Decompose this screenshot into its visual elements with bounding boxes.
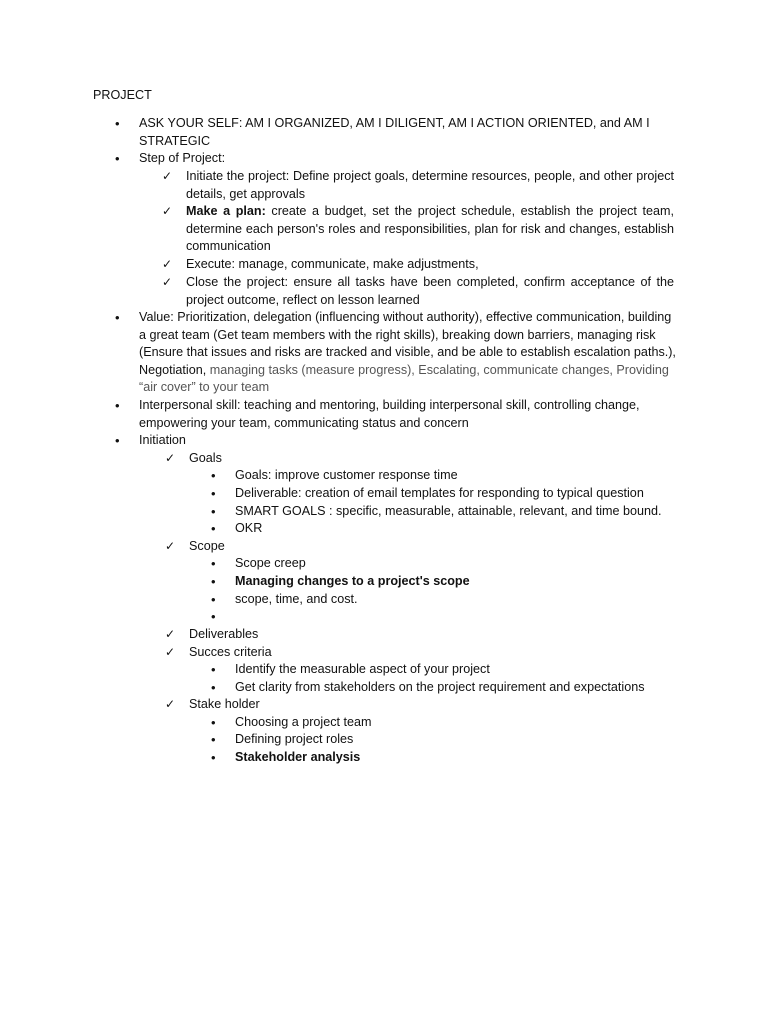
step-text: Close the project: ensure all tasks have been completed, confirm acceptance of the project outcome, reflect on lesson learned [186,275,674,307]
success-item-text: Get clarity from stakeholders on the project requirement and expectations [235,680,645,694]
success-item [211,661,695,679]
step-close [162,274,674,309]
initiation-scope [165,538,669,556]
section-label: Succes criteria [189,645,272,659]
scope-item [211,591,695,609]
value-text-grey: managing tasks (measure progress), Escalating, communicate changes, Providing “air cover” to your team [139,362,669,395]
goals-item-text: SMART GOALS : specific, measurable, attainable, relevant, and time bound. [235,504,662,518]
bullet-icon: • [115,398,120,413]
bullet-icon: • [115,151,120,166]
checkmark-icon: ✓ [162,204,173,218]
checkmark-icon: ✓ [165,451,176,465]
list-item-initiation [115,432,689,450]
checkmark-icon: ✓ [165,627,176,641]
bullet-icon: • [115,433,120,448]
stakeholder-item-text: Stakeholder analysis [235,750,361,764]
list-item-text: ASK YOUR SELF: AM I ORGANIZED, AM I DILIGENT, AM I ACTION ORIENTED, and AM I STRATEGIC [139,116,650,148]
bullet-icon: • [115,310,120,325]
step-execute [162,256,674,274]
list-item-text: Initiation [139,433,186,447]
checkmark-icon: ✓ [165,697,176,711]
bullet-icon: • [211,556,216,571]
list-item-text: Step of Project: [139,151,226,165]
checkmark-icon: ✓ [165,645,176,659]
scope-item [211,573,695,591]
checkmark-icon: ✓ [162,257,173,271]
goals-item [211,485,695,503]
bullet-icon: • [211,468,216,483]
goals-item-text: Goals: improve customer response time [235,468,458,482]
section-label: Scope [189,539,225,553]
list-item-ask-yourself [115,115,689,150]
bullet-icon: • [115,116,120,131]
initiation-goals [165,450,669,468]
section-label: Deliverables [189,627,259,641]
page-title: PROJECT [93,88,152,102]
stakeholder-item [211,749,695,767]
bullet-icon: • [211,521,216,536]
bullet-icon: • [211,680,216,695]
initiation-deliverables [165,626,669,644]
scope-item [211,555,695,573]
goals-item-text: Deliverable: creation of email templates for responding to typical question [235,486,644,500]
goals-item [211,520,695,538]
step-text: Initiate the project: Define project goals, determine resources, people, and other project details, get approvals [186,169,674,201]
step-text: create a budget, set the project schedule, establish the project team, determine each person's roles and responsibilities, plan for risk and changes, establish communication [186,204,674,254]
stakeholder-item [211,731,695,749]
stakeholder-item [211,714,695,732]
checkmark-icon: ✓ [165,539,176,553]
bullet-icon: • [211,504,216,519]
stakeholder-item-text: Choosing a project team [235,715,372,729]
goals-item [211,467,695,485]
bullet-icon: • [211,750,216,765]
step-text: Execute: manage, communicate, make adjustments, [186,257,479,271]
bullet-icon: • [211,609,216,624]
success-item [211,679,695,697]
goals-item-text: OKR [235,521,263,535]
scope-item-text: Scope creep [235,556,306,570]
step-initiate [162,168,674,203]
scope-item-text: Managing changes to a project's scope [235,574,470,588]
list-item-value [115,309,679,397]
checkmark-icon: ✓ [162,169,173,183]
section-label: Stake holder [189,697,260,711]
success-item-text: Identify the measurable aspect of your project [235,662,490,676]
stakeholder-item-text: Defining project roles [235,732,354,746]
list-item-interpersonal [115,397,679,432]
list-item-text: Interpersonal skill: teaching and mentoring, building interpersonal skill, controlling change, empowering your team, communicating status and concern [139,398,640,430]
bullet-icon: • [211,732,216,747]
step-label-bold: Make a plan: [186,204,266,218]
list-item-steps [115,150,689,168]
section-label: Goals [189,451,222,465]
bullet-icon: • [211,715,216,730]
bullet-icon: • [211,592,216,607]
bullet-icon: • [211,574,216,589]
initiation-success-criteria [165,644,669,662]
initiation-stakeholder [165,696,669,714]
scope-item-text: scope, time, and cost. [235,592,358,606]
step-make-plan [162,203,674,256]
value-text: Value: Prioritization, delegation (influencing without authority), effective communication, building a great team (Get team members with the right skills), breaking down barriers, managing risk (Ensure that issues and risks are tracked and visible, and be able to establish escalation paths.), Negotiation, [139,310,676,377]
checkmark-icon: ✓ [162,275,173,289]
bullet-icon: • [211,662,216,677]
bullet-icon: • [211,486,216,501]
goals-item [211,503,695,521]
